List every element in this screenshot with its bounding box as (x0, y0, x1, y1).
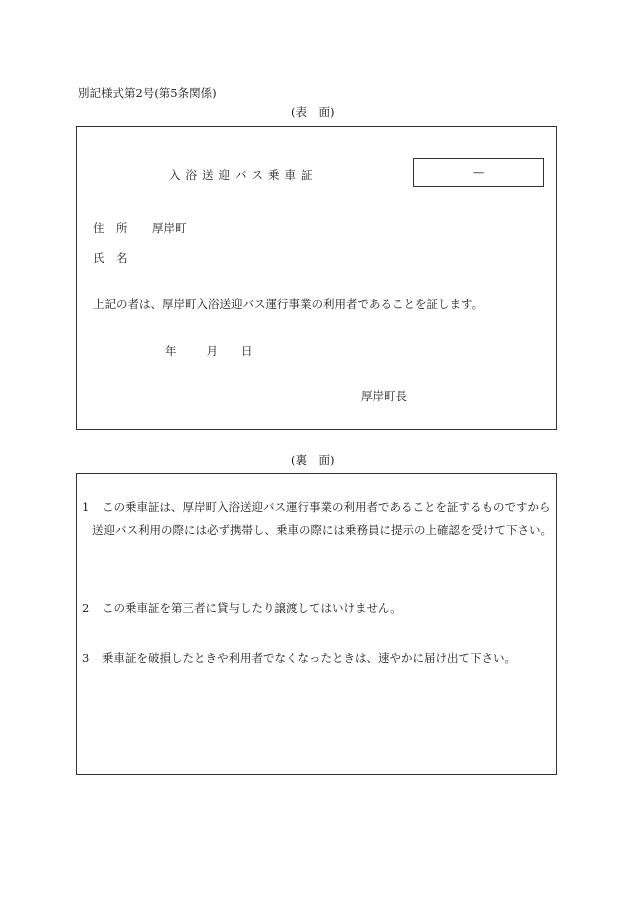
note-number: 1 (82, 500, 90, 514)
issue-date (165, 343, 253, 359)
note-text: 乗車証を破損したときや利用者でなくなったときは、速やかに届け出て下さい。 (102, 651, 516, 665)
date-year: 年 (165, 344, 177, 358)
note-text: この乗車証を第三者に貸与したり譲渡してはいけません。 (102, 601, 402, 615)
date-day: 日 (241, 344, 253, 358)
note-item (82, 496, 552, 542)
front-side-label: (表 面) (291, 105, 335, 119)
note-number: 2 (82, 601, 90, 615)
note-text: この乗車証は、厚岸町入浴送迎バス運行事業の利用者であることを証するものですから送迎バス利用の際には必ず携帯し、乗車の際には乗務員に提示の上確認を受けて下さい。 (92, 500, 552, 537)
back-side-label: (裏 面) (291, 453, 335, 467)
note-item (82, 647, 552, 670)
note-item (82, 597, 552, 620)
form-caption: 別記様式第2号(第5条関係) (78, 86, 217, 100)
pass-title: 入浴送迎バス乗車証 (169, 168, 318, 182)
pass-number-box: — (413, 158, 544, 187)
address-value: 厚岸町 (152, 221, 187, 235)
address-label: 住 所 (93, 221, 128, 235)
front-side-box (76, 126, 557, 430)
certification-text: 上記の者は、厚岸町入浴送迎バス運行事業の利用者であることを証します。 (93, 297, 484, 311)
note-number: 3 (82, 651, 90, 665)
date-month: 月 (206, 344, 218, 358)
name-label: 氏 名 (93, 251, 128, 265)
signer-title: 厚岸町長 (361, 389, 407, 403)
back-side-box (76, 473, 557, 775)
